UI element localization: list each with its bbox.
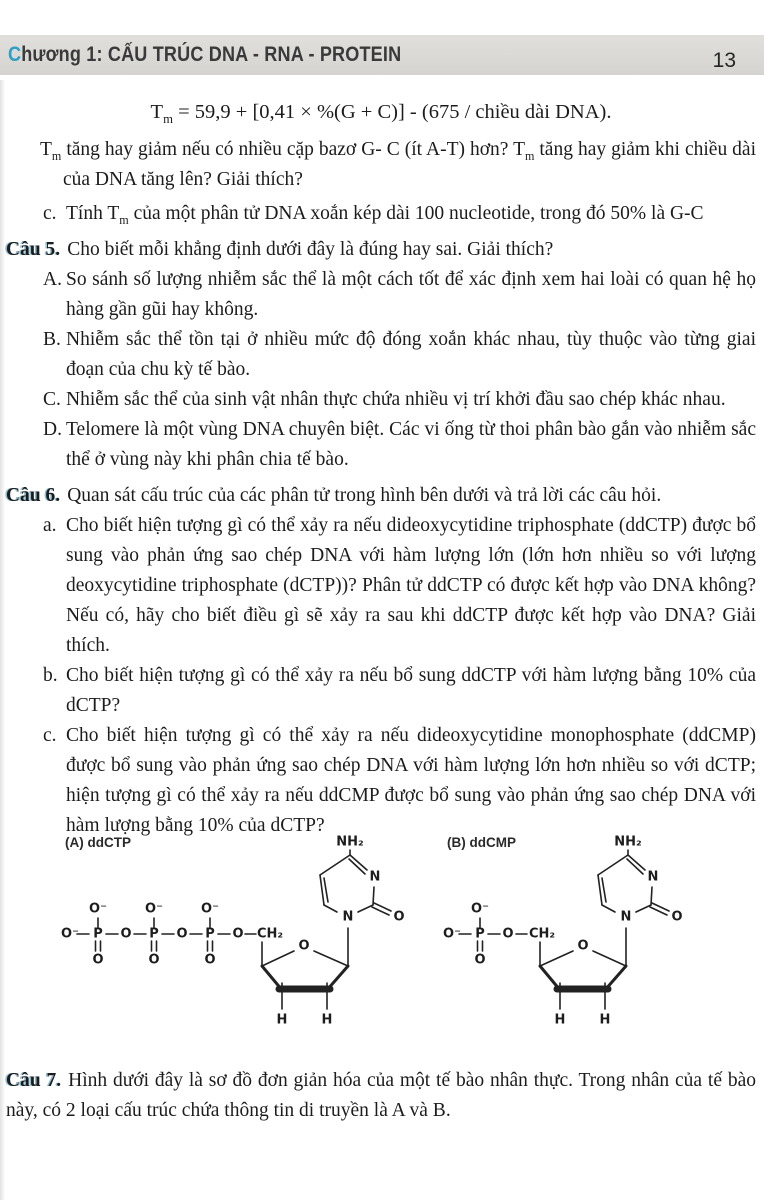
svg-text:O⁻: O⁻: [61, 926, 79, 942]
svg-text:O: O: [148, 952, 160, 968]
ddctp-structure-diagram: [60, 833, 420, 1048]
item-text: Cho biết hiện tượng gì có thể xảy ra nếu bổ sung ddCTP với hàm lượng bằng 10% của dCTP?: [66, 665, 756, 716]
svg-text:O⁻: O⁻: [471, 901, 489, 917]
svg-text:N: N: [647, 869, 659, 885]
svg-text:O⁻: O⁻: [145, 901, 163, 917]
item-label: D.: [43, 419, 62, 440]
svg-text:P: P: [205, 926, 215, 942]
question-5-label: Câu 5.: [6, 239, 61, 260]
svg-text:O: O: [474, 952, 486, 968]
melting-temperature-formula: [6, 97, 756, 127]
item-text: Tính $T_m$ của một phân tử DNA xoắn kép dài 100 nucleotide, trong đó 50% là G-C: [66, 203, 704, 227]
svg-text:O⁻: O⁻: [89, 901, 107, 917]
question-5-item-b: [6, 325, 756, 385]
svg-text:CH₂: CH₂: [528, 926, 556, 942]
svg-text:H: H: [321, 1012, 333, 1028]
question-5-item-d: [6, 415, 756, 475]
svg-text:H: H: [554, 1012, 566, 1028]
question-7-label: Câu 7.: [6, 1070, 62, 1091]
question-6-text: Quan sát cấu trúc của các phân tử trong hình bên dưới và trả lời các câu hỏi.: [67, 485, 662, 506]
item-text: Nhiễm sắc thể của sinh vật nhân thực chứa nhiều vị trí khởi đầu sao chép khác nhau.: [66, 389, 726, 410]
chapter-title-text: hương 1: CẤU TRÚC DNA - RNA - PROTEIN: [21, 43, 402, 66]
item-c-tm: [6, 199, 756, 229]
svg-text:O: O: [502, 926, 514, 942]
svg-text:CH₂: CH₂: [256, 926, 284, 942]
svg-text:O⁻: O⁻: [201, 901, 219, 917]
svg-text:NH₂: NH₂: [336, 834, 364, 850]
figure-label-b: (B) ddCMP: [447, 835, 516, 850]
item-label: b.: [43, 665, 58, 686]
svg-text:N: N: [369, 869, 381, 885]
question-6-item-a: [6, 511, 756, 661]
question-5-item-a: [6, 265, 756, 325]
svg-text:P: P: [475, 926, 485, 942]
svg-text:P: P: [93, 926, 103, 942]
question-5-heading: [6, 235, 756, 265]
question-6-item-b: [6, 661, 756, 721]
svg-text:O: O: [204, 952, 216, 968]
chapter-title-first-letter: C: [8, 43, 22, 66]
item-text: Nhiễm sắc thể tồn tại ở nhiều mức độ đóng xoắn khác nhau, tùy thuộc vào từng giai đoạn của chu kỳ tế bào.: [66, 329, 756, 380]
svg-text:O: O: [92, 952, 104, 968]
page-content: [6, 75, 756, 1126]
svg-text:O⁻: O⁻: [443, 926, 461, 942]
item-label: C.: [43, 389, 61, 410]
svg-text:O: O: [393, 909, 405, 925]
item-text: Cho biết hiện tượng gì có thể xảy ra nếu dideoxycytidine triphosphate (ddCTP) được bổ sung vào phản ứng sao chép DNA với hàm lượng lớn (lớn hơn nhiều so với lượng deoxycytidine triphosphate (dCTP))? Phân tử ddCTP có được kết hợp vào DNA không? Nếu có, hãy cho biết điều gì sẽ xảy ra sau khi ddCTP được kết hợp vào DNA? Giải thích.: [66, 515, 756, 656]
item-label: A.: [43, 269, 62, 290]
item-label: a.: [43, 515, 57, 536]
svg-text:P: P: [149, 926, 159, 942]
item-text: So sánh số lượng nhiễm sắc thể là một cách tốt để xác định xem hai loài có quan hệ họ hàng gần gũi hay không.: [66, 269, 756, 320]
svg-text:H: H: [276, 1012, 288, 1028]
svg-text:O: O: [671, 909, 683, 925]
figure-label-a: (A) ddCTP: [65, 835, 131, 850]
ddcmp-structure-diagram: [440, 833, 740, 1048]
question-6-label: Câu 6.: [6, 485, 61, 506]
item-label: c.: [43, 725, 57, 746]
tm-question-paragraph: $T_m$ tăng hay giảm nếu có nhiều cặp bazơ G- C (ít A-T) hơn? $T_m$ tăng hay giảm khi chiều dài của DNA tăng lên? Giải thích?: [40, 139, 756, 190]
item-label: c.: [43, 203, 57, 224]
item-text: Cho biết hiện tượng gì có thể xảy ra nếu dideoxycytidine monophosphate (ddCMP) được bổ sung vào phản ứng sao chép DNA với hàm lượng lớn hơn nhiều so với dCTP; hiện tượng gì có thể xảy ra nếu ddCMP được bổ sung vào phản ứng sao chép DNA với hàm lượng bằng 10% của dCTP?: [66, 725, 756, 836]
formula-expression: = 59,9 + [0,41 × %(G + C)] - (675 / chiều dài DNA).: [172, 101, 612, 123]
svg-text:O: O: [120, 926, 132, 942]
svg-text:H: H: [599, 1012, 611, 1028]
chapter-header-bar: [0, 35, 764, 75]
question-7-text: Hình dưới đây là sơ đồ đơn giản hóa của một tế bào nhân thực. Trong nhân của tế bào này, có 2 loại cấu trúc chứa thông tin di truyền là A và B.: [6, 1070, 756, 1121]
svg-text:O: O: [577, 938, 589, 954]
formula-tm: T: [150, 101, 164, 123]
question-6-heading: [6, 481, 756, 511]
chapter-title: [8, 42, 401, 68]
question-5-item-c: [6, 385, 756, 415]
item-label: B.: [43, 329, 61, 350]
svg-text:O: O: [298, 938, 310, 954]
svg-text:O: O: [232, 926, 244, 942]
formula-tm-subscript: m: [163, 112, 173, 127]
page-number: 13: [712, 49, 736, 72]
svg-text:NH₂: NH₂: [614, 834, 642, 850]
svg-text:N: N: [342, 909, 354, 925]
svg-text:N: N: [620, 909, 632, 925]
nucleotide-structures-figure: [6, 833, 756, 1048]
item-text: Telomere là một vùng DNA chuyên biệt. Các vi ống từ thoi phân bào gắn vào nhiễm sắc thể ở vùng này khi phân chia tế bào.: [66, 419, 756, 470]
svg-text:O: O: [176, 926, 188, 942]
question-6-item-c: [6, 721, 756, 841]
question-7-paragraph: [6, 1066, 756, 1126]
question-5-text: Cho biết mỗi khẳng định dưới đây là đúng hay sai. Giải thích?: [67, 239, 554, 260]
